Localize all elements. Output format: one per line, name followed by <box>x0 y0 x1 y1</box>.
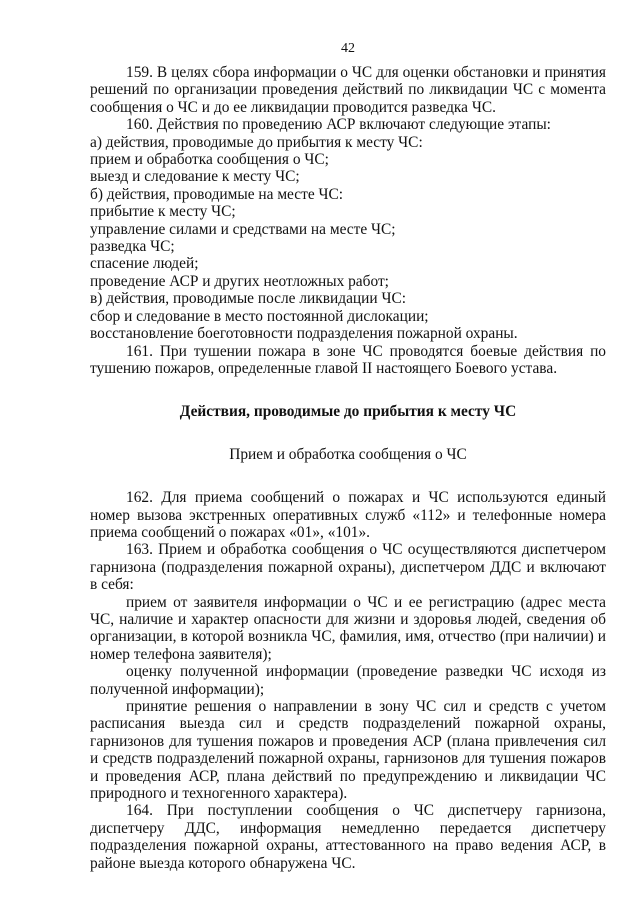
list-item: восстановление боеготовности подразделения пожарной охраны. <box>90 325 518 343</box>
paragraph-160: 160. Действия по проведению АСР включают следующие этапы: <box>126 116 551 134</box>
page-number: 42 <box>341 41 355 56</box>
list-item: спасение людей; <box>90 255 199 273</box>
paragraph-163: 163. Прием и обработка сообщения о ЧС осуществляются диспетчером гарнизона (подразделения пожарной охраны), диспетчером ДДС и включают в себя: <box>90 541 606 594</box>
list-item: выезд и следование к месту ЧС; <box>90 168 300 186</box>
paragraph-163-item-1: прием от заявителя информации о ЧС и ее регистрацию (адрес места ЧС, наличие и характер опасности для жизни и здоровья людей, сведения об организации, в которой возникла ЧС, фамилия, имя, отчество (при наличии) и номер телефона заявителя); <box>90 593 606 663</box>
list-item: б) действия, проводимые на месте ЧС: <box>90 185 344 203</box>
section-heading: Действия, проводимые до прибытия к месту ЧС <box>179 403 517 421</box>
list-item: сбор и следование в место постоянной дислокации; <box>90 307 429 325</box>
list-item: проведение АСР и других неотложных работ; <box>90 272 389 290</box>
list-item: а) действия, проводимые до прибытия к месту ЧС: <box>90 133 423 151</box>
paragraph-163-item-3: принятие решения о направлении в зону ЧС сил и средств с учетом расписания выезда сил и средств подразделений пожарной охраны, гарнизонов для тушения пожаров и проведения АСР (плана привлечения сил и средств подразделений пожарной охраны, гарнизонов для тушения пожаров и проведения АСР, плана действий по предупреждению и ликвидации ЧС природного и техногенного характера). <box>90 698 606 803</box>
paragraph-164: 164. При поступлении сообщения о ЧС диспетчеру гарнизона, диспетчеру ДДС, информация немедленно передается диспетчеру подразделения пожарной охраны, аттестованного на право ведения АСР, в районе выезда которого обнаружена ЧС. <box>90 802 606 872</box>
list-item: прибытие к месту ЧС; <box>90 203 236 221</box>
paragraph-162: 162. Для приема сообщений о пожарах и ЧС используются единый номер вызова экстренных оперативных служб «112» и телефонные номера приема сообщений о пожарах «01», «101». <box>90 489 606 541</box>
list-item: прием и обработка сообщения о ЧС; <box>90 151 329 169</box>
section-subheading: Прием и обработка сообщения о ЧС <box>229 445 467 463</box>
list-item: в) действия, проводимые после ликвидации ЧС: <box>90 290 407 308</box>
paragraph-163-item-2: оценку полученной информации (проведение разведки ЧС исходя из полученной информации); <box>90 663 606 698</box>
list-item: управление силами и средствами на месте ЧС; <box>90 220 396 238</box>
paragraph-159: 159. В целях сбора информации о ЧС для оценки обстановки и принятия решений по организации проведения действий по ликвидации ЧС с момента сообщения о ЧС и до ее ликвидации проводится разведка ЧС. <box>90 64 606 116</box>
paragraph-161: 161. При тушении пожара в зоне ЧС проводятся боевые действия по тушению пожаров, определенные главой II настоящего Боевого устава. <box>90 342 606 377</box>
list-item: разведка ЧС; <box>90 238 175 256</box>
